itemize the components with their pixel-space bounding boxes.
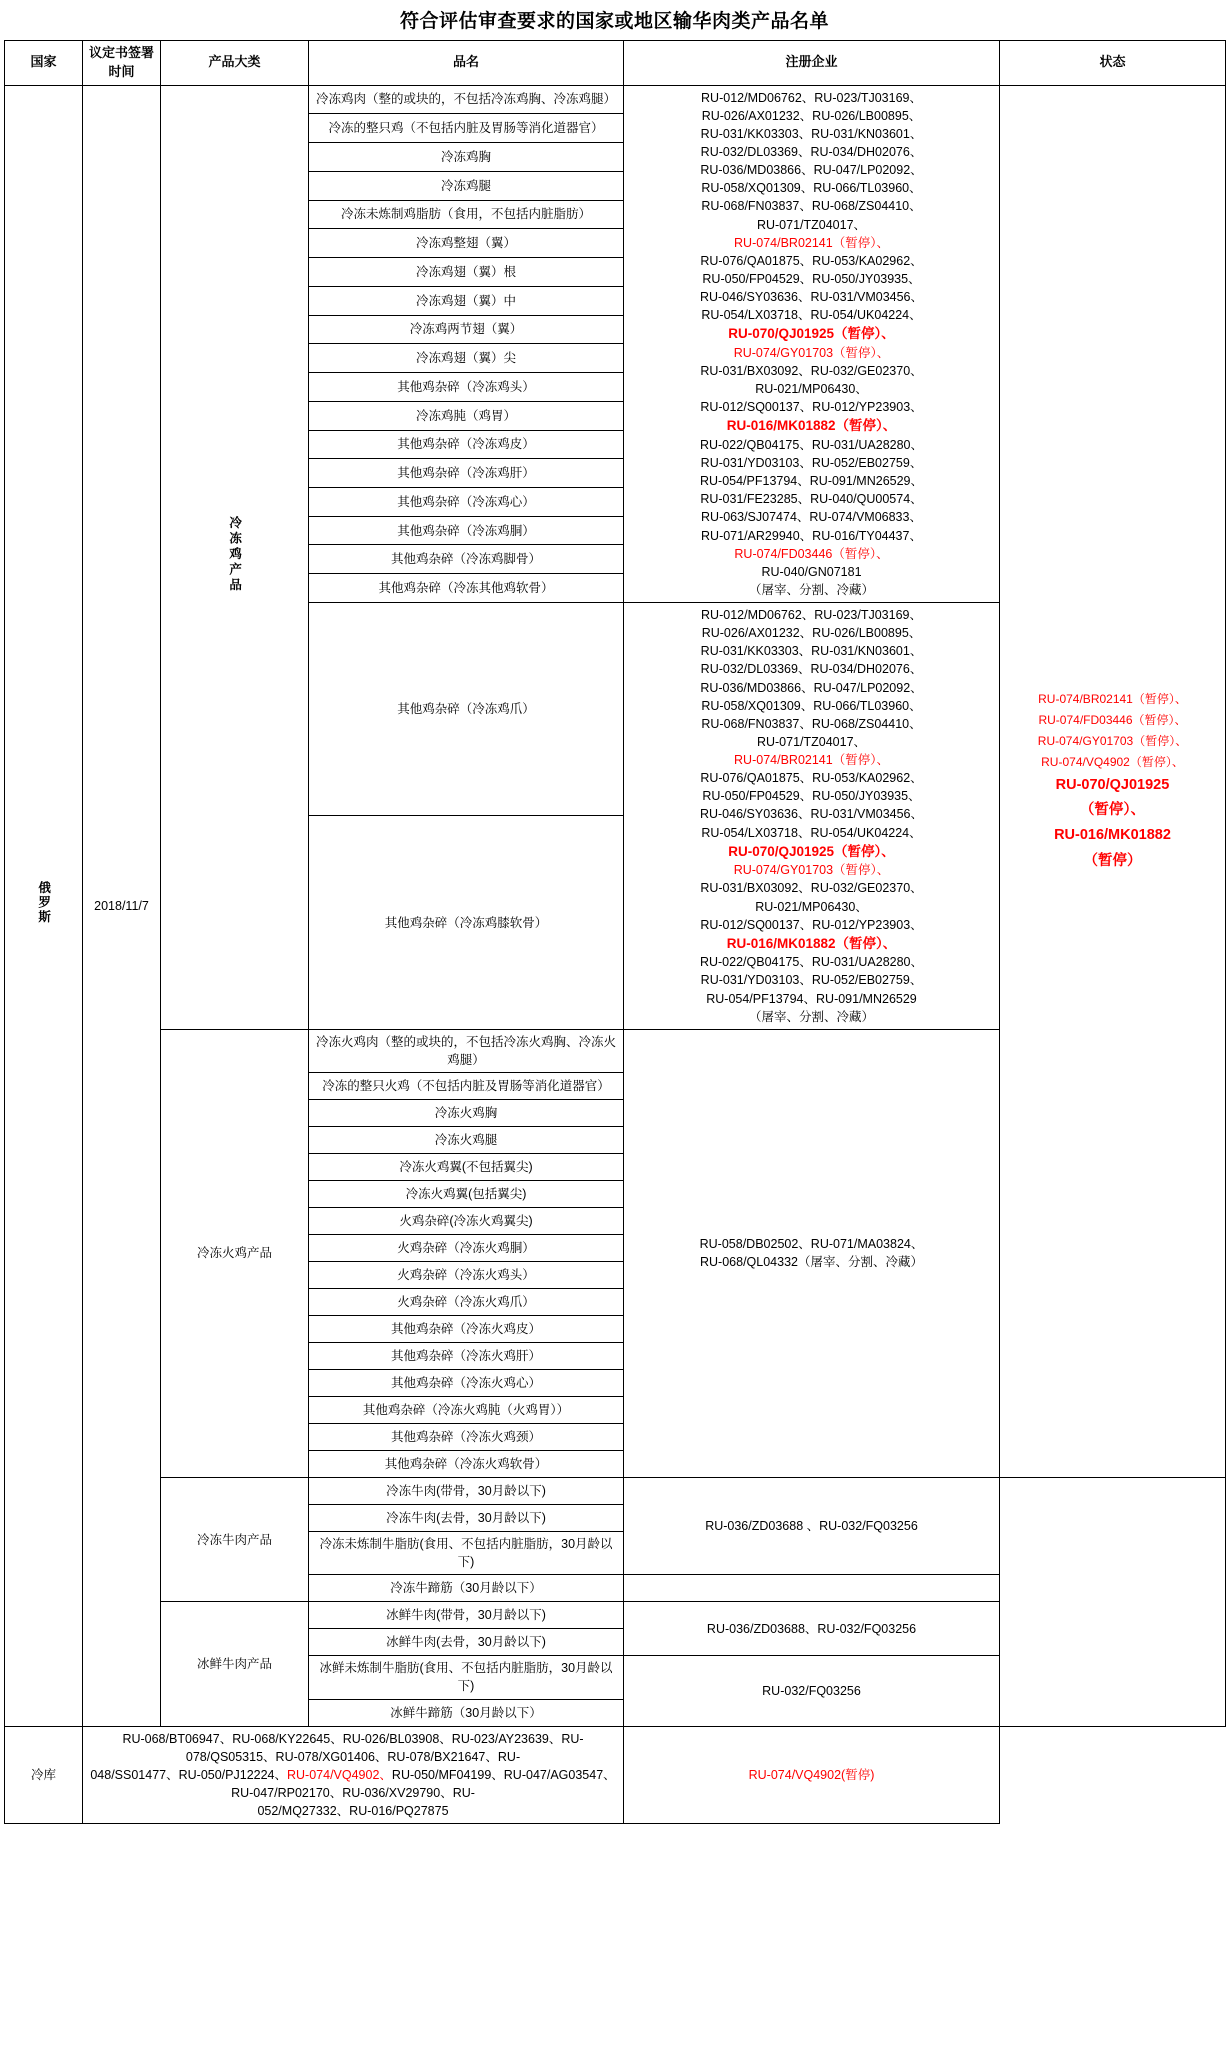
cell-product-name: 其他鸡杂碎（冷冻鸡肝） [309,459,624,488]
table-row [5,1726,1226,1824]
cell-product-name: 冷冻鸡胸 [309,143,624,172]
cell-product-name: 其他鸡杂碎（冷冻鸡皮） [309,430,624,459]
product-table [4,40,1226,1824]
cell-product-name: 其他鸡杂碎（冷冻鸡爪） [309,603,624,816]
cell-product-name: 冷冻鸡肉（整的或块的，不包括冷冻鸡胸、冷冻鸡腿） [309,85,624,114]
cell-product-name: 其他鸡杂碎（冷冻其他鸡软骨） [309,574,624,603]
cell-product-name: 冷冻牛肉(带骨，30月龄以下) [309,1478,624,1505]
cell-category-turkey: 冷冻火鸡产品 [161,1029,309,1477]
cell-product-name: 其他鸡杂碎（冷冻鸡头） [309,373,624,402]
header-category: 产品大类 [161,41,309,86]
cell-category-warehouse: 冷库 [5,1726,83,1824]
cell-product-name: 冷冻火鸡胸 [309,1100,624,1127]
cell-product-name: 冷冻未炼制鸡脂肪（食用，不包括内脏脂肪） [309,200,624,229]
cell-product-name: 冷冻鸡肫（鸡胃） [309,401,624,430]
page-title: 符合评估审查要求的国家或地区输华肉类产品名单 [399,11,829,32]
cell-product-name: 其他鸡杂碎（冷冻火鸡颈） [309,1424,624,1451]
cell-product-name: 冷冻鸡腿 [309,171,624,200]
cell-warehouse-status: RU-074/VQ4902(暂停) [624,1726,1000,1824]
cell-product-name: 冷冻的整只火鸡（不包括内脏及胃肠等消化道器官） [309,1073,624,1100]
cell-product-name: 火鸡杂碎（冷冻火鸡爪） [309,1289,624,1316]
cell-enterprises: RU-058/DB02502、RU-071/MA03824、 RU-068/QL04332（屠宰、分割、冷藏） [624,1029,1000,1477]
cell-country: 俄罗斯 [5,85,83,1726]
cell-product-name: 其他鸡杂碎（冷冻火鸡肫（火鸡胃）） [309,1397,624,1424]
cell-product-name: 冷冻鸡翅（翼）中 [309,286,624,315]
cell-enterprises: RU-012/MD06762、RU-023/TJ03169、 RU-026/AX01232、RU-026/LB00895、 RU-031/KK03303、RU-031/KN03601、 RU-032/DL03369、RU-034/DH02076、 RU-036/MD03866、RU-047/LP02092、 RU-058/XQ01309、RU-066/TL03960、 RU-068/FN03837、RU-068/ZS04410、 RU-071/TZ04017、 RU-074/BR02141（暂停）、 RU-076/QA01875、RU-053/KA02962、 RU-050/FP04529、RU-050/JY03935、 RU-046/SY03636、RU-031/VM03456、 RU-054/LX03718、RU-054/UK04224、 RU-070/QJ01925（暂停）、 RU-074/GY01703（暂停）、 RU-031/BX03092、RU-032/GE02370、 RU-021/MP06430、 RU-012/SQ00137、RU-012/YP23903、 RU-016/MK01882（暂停）、 RU-022/QB04175、RU-031/UA28280、 RU-031/YD03103、RU-052/EB02759、 RU-054/PF13794、RU-091/MN26529 （屠宰、分割、冷藏） [624,603,1000,1030]
cell-enterprises: RU-012/MD06762、RU-023/TJ03169、 RU-026/AX01232、RU-026/LB00895、 RU-031/KK03303、RU-031/KN03601、 RU-032/DL03369、RU-034/DH02076、 RU-036/MD03866、RU-047/LP02092、 RU-058/XQ01309、RU-066/TL03960、 RU-068/FN03837、RU-068/ZS04410、 RU-071/TZ04017、 RU-074/BR02141（暂停）、 RU-076/QA01875、RU-053/KA02962、 RU-050/FP04529、RU-050/JY03935、 RU-046/SY03636、RU-031/VM03456、 RU-054/LX03718、RU-054/UK04224、 RU-070/QJ01925（暂停）、 RU-074/GY01703（暂停）、 RU-031/BX03092、RU-032/GE02370、 RU-021/MP06430、 RU-012/SQ00137、RU-012/YP23903、 RU-016/MK01882（暂停）、 RU-022/QB04175、RU-031/UA28280、 RU-031/YD03103、RU-052/EB02759、 RU-054/PF13794、RU-091/MN26529、 RU-031/FE23285、RU-040/QU00574、 RU-063/SJ07474、RU-074/VM06833、 RU-071/AR29940、RU-016/TY04437、 RU-074/FD03446（暂停）、 RU-040/GN07181 （屠宰、分割、冷藏） [624,85,1000,602]
cell-product-name: 火鸡杂碎（冷冻火鸡胴） [309,1235,624,1262]
cell-product-name: 冷冻牛肉(去骨，30月龄以下) [309,1505,624,1532]
table-header-row [5,41,1226,86]
header-status: 状态 [1000,41,1226,86]
cell-enterprises: RU-036/ZD03688 、RU-032/FQ03256 [624,1478,1000,1575]
cell-category-chicken: 冷冻鸡产品 [161,85,309,1029]
cell-product-name: 其他鸡杂碎（冷冻鸡心） [309,487,624,516]
cell-category-beef-chilled: 冰鲜牛肉产品 [161,1602,309,1726]
cell-product-name: 冷冻火鸡翼(包括翼尖) [309,1181,624,1208]
cell-product-name: 其他鸡杂碎（冷冻鸡膝软骨） [309,816,624,1029]
cell-product-name: 冷冻鸡翅（翼）根 [309,258,624,287]
cell-enterprises: RU-036/ZD03688、RU-032/FQ03256 [624,1602,1000,1656]
header-country: 国家 [5,41,83,86]
cell-product-name: 其他鸡杂碎（冷冻火鸡皮） [309,1316,624,1343]
table-body [5,85,1226,1824]
cell-product-name: 火鸡杂碎（冷冻火鸡头） [309,1262,624,1289]
cell-warehouse-enterprises: RU-068/BT06947、RU-068/KY22645、RU-026/BL03908、RU-023/AY23639、RU-078/QS05315、RU-078/XG01406、RU-078/BX21647、RU- 048/SS01477、RU-050/PJ12224、RU-074/VQ4902、RU-050/MF04199、RU-047/AG03547、RU-047/RP02170、RU-036/XV29790、RU- 052/MQ27332、RU-016/PQ27875 [83,1726,624,1824]
cell-status: RU-074/BR02141（暂停）、 RU-074/FD03446（暂停）、 RU-074/GY01703（暂停）、 RU-074/VQ4902（暂停）、 RU-070/QJ01925 （暂停）、 RU-016/MK01882 （暂停） [1000,85,1226,1477]
cell-product-name: 其他鸡杂碎（冷冻火鸡心） [309,1370,624,1397]
cell-status-empty [1000,1478,1226,1727]
header-product-name: 品名 [309,41,624,86]
cell-product-name: 其他鸡杂碎（冷冻火鸡肝） [309,1343,624,1370]
cell-product-name: 冷冻的整只鸡（不包括内脏及胃肠等消化道器官） [309,114,624,143]
cell-product-name: 冷冻鸡翅（翼）尖 [309,344,624,373]
cell-product-name: 冰鲜牛肉(去骨，30月龄以下) [309,1629,624,1656]
cell-enterprises: RU-032/FQ03256 [624,1656,1000,1726]
cell-product-name: 火鸡杂碎(冷冻火鸡翼尖) [309,1208,624,1235]
table-row [5,85,1226,114]
cell-product-name: 其他鸡杂碎（冷冻火鸡软骨） [309,1451,624,1478]
cell-product-name: 其他鸡杂碎（冷冻鸡脚骨） [309,545,624,574]
cell-product-name: 冷冻鸡两节翅（翼） [309,315,624,344]
cell-enterprises [624,1575,1000,1602]
cell-product-name: 冷冻火鸡肉（整的或块的，不包括冷冻火鸡胸、冷冻火鸡腿） [309,1029,624,1072]
cell-product-name: 冷冻鸡整翅（翼） [309,229,624,258]
cell-product-name: 冰鲜未炼制牛脂肪(食用、不包括内脏脂肪，30月龄以下) [309,1656,624,1699]
cell-product-name: 其他鸡杂碎（冷冻鸡胴） [309,516,624,545]
header-date: 议定书签署时间 [83,41,161,86]
cell-product-name: 冷冻未炼制牛脂肪(食用、不包括内脏脂肪，30月龄以下) [309,1532,624,1575]
cell-product-name: 冷冻牛蹄筋（30月龄以下） [309,1575,624,1602]
cell-product-name: 冰鲜牛蹄筋（30月龄以下） [309,1699,624,1726]
cell-product-name: 冷冻火鸡翼(不包括翼尖) [309,1154,624,1181]
cell-category-beef-frozen: 冷冻牛肉产品 [161,1478,309,1602]
table-row [5,1478,1226,1505]
cell-product-name: 冷冻火鸡腿 [309,1127,624,1154]
header-enterprise: 注册企业 [624,41,1000,86]
cell-date: 2018/11/7 [83,85,161,1726]
cell-product-name: 冰鲜牛肉(带骨，30月龄以下) [309,1602,624,1629]
